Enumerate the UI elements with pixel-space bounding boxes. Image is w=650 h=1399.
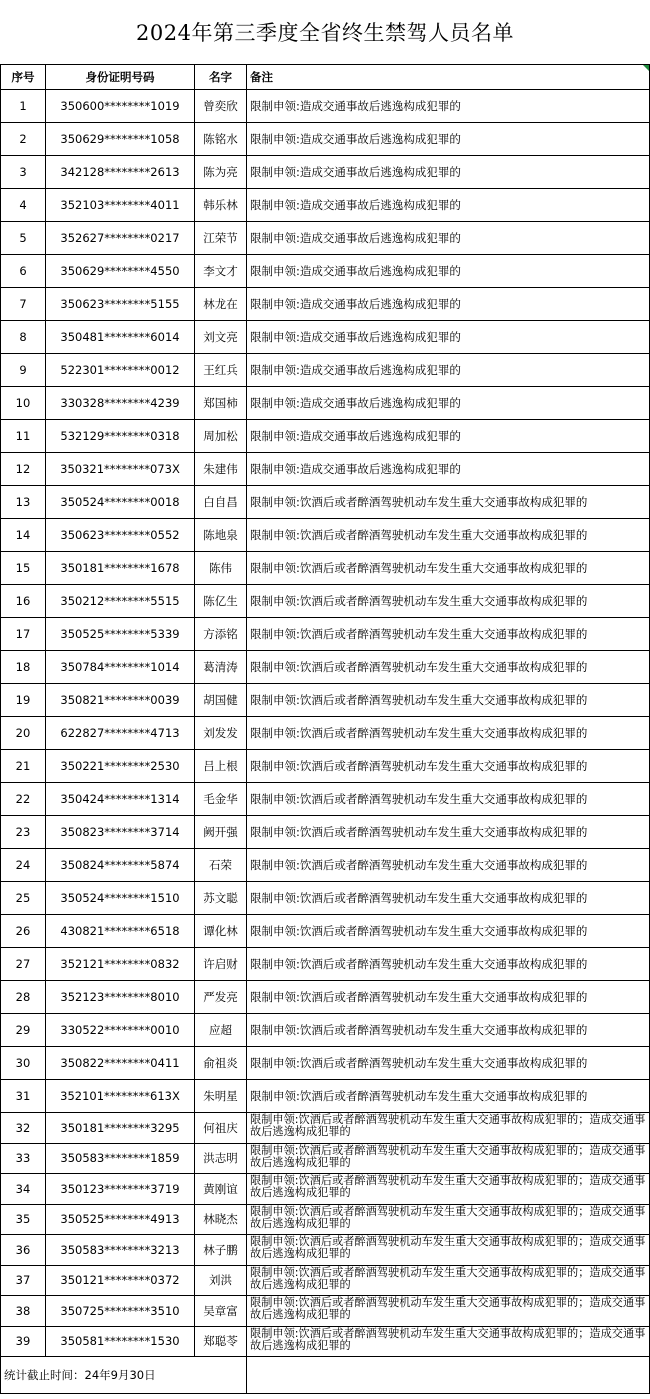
table-row — [1, 453, 650, 486]
row-note-cell: 限制申领:饮酒后或者醉酒驾驶机动车发生重大交通事故构成犯罪的 — [247, 750, 650, 783]
footer-empty-cell — [247, 1357, 650, 1394]
table-row — [1, 1235, 650, 1266]
row-index-cell: 24 — [1, 849, 46, 882]
row-id-number-cell: 622827********4713 — [46, 717, 195, 750]
row-note-cell: 限制申领:饮酒后或者醉酒驾驶机动车发生重大交通事故构成犯罪的 — [247, 1080, 650, 1113]
table-row — [1, 1014, 650, 1047]
row-id-number-cell: 350212********5515 — [46, 585, 195, 618]
row-note-cell: 限制申领:造成交通事故后逃逸构成犯罪的 — [247, 288, 650, 321]
row-id-number-cell: 350821********0039 — [46, 684, 195, 717]
row-id-number-cell: 430821********6518 — [46, 915, 195, 948]
row-name-cell: 严发亮 — [195, 981, 247, 1014]
row-id-number-cell: 350221********2530 — [46, 750, 195, 783]
row-note-cell: 限制申领:饮酒后或者醉酒驾驶机动车发生重大交通事故构成犯罪的 — [247, 651, 650, 684]
row-name-cell: 洪志明 — [195, 1143, 247, 1174]
row-index-cell: 18 — [1, 651, 46, 684]
header-id-number: 身份证明号码 — [46, 65, 195, 90]
row-note-cell: 限制申领:饮酒后或者醉酒驾驶机动车发生重大交通事故构成犯罪的 — [247, 486, 650, 519]
row-note-cell: 限制申领:饮酒后或者醉酒驾驶机动车发生重大交通事故构成犯罪的；造成交通事故后逃逸构成犯罪的 — [247, 1204, 650, 1235]
table-row — [1, 123, 650, 156]
row-id-number-cell: 342128********2613 — [46, 156, 195, 189]
row-note-cell: 限制申领:饮酒后或者醉酒驾驶机动车发生重大交通事故构成犯罪的 — [247, 948, 650, 981]
row-note-cell: 限制申领:造成交通事故后逃逸构成犯罪的 — [247, 123, 650, 156]
row-index-cell: 34 — [1, 1174, 46, 1205]
row-name-cell: 白自昌 — [195, 486, 247, 519]
row-note-cell: 限制申领:饮酒后或者醉酒驾驶机动车发生重大交通事故构成犯罪的 — [247, 816, 650, 849]
row-note-cell: 限制申领:饮酒后或者醉酒驾驶机动车发生重大交通事故构成犯罪的 — [247, 882, 650, 915]
row-index-cell: 38 — [1, 1296, 46, 1327]
row-index-cell: 3 — [1, 156, 46, 189]
row-index-cell: 26 — [1, 915, 46, 948]
table-row — [1, 816, 650, 849]
row-index-cell: 29 — [1, 1014, 46, 1047]
row-id-number-cell: 350623********5155 — [46, 288, 195, 321]
row-note-cell: 限制申领:饮酒后或者醉酒驾驶机动车发生重大交通事故构成犯罪的 — [247, 849, 650, 882]
header-index: 序号 — [1, 65, 46, 90]
row-name-cell: 阙开强 — [195, 816, 247, 849]
row-note-cell: 限制申领:饮酒后或者醉酒驾驶机动车发生重大交通事故构成犯罪的；造成交通事故后逃逸构成犯罪的 — [247, 1174, 650, 1205]
table-row — [1, 750, 650, 783]
row-id-number-cell: 350525********4913 — [46, 1204, 195, 1235]
row-id-number-cell: 350629********1058 — [46, 123, 195, 156]
row-id-number-cell: 350784********1014 — [46, 651, 195, 684]
row-id-number-cell: 352123********8010 — [46, 981, 195, 1014]
row-name-cell: 曾奕欣 — [195, 90, 247, 123]
row-id-number-cell: 352627********0217 — [46, 222, 195, 255]
row-name-cell: 谭化林 — [195, 915, 247, 948]
row-note-cell: 限制申领:饮酒后或者醉酒驾驶机动车发生重大交通事故构成犯罪的 — [247, 717, 650, 750]
row-index-cell: 19 — [1, 684, 46, 717]
table-row — [1, 981, 650, 1014]
table-row — [1, 651, 650, 684]
table-row — [1, 717, 650, 750]
row-name-cell: 林晓杰 — [195, 1204, 247, 1235]
row-note-cell: 限制申领:造成交通事故后逃逸构成犯罪的 — [247, 420, 650, 453]
table-row — [1, 948, 650, 981]
table-row — [1, 684, 650, 717]
table-row — [1, 1143, 650, 1174]
row-note-cell: 限制申领:饮酒后或者醉酒驾驶机动车发生重大交通事故构成犯罪的 — [247, 783, 650, 816]
row-id-number-cell: 350600********1019 — [46, 90, 195, 123]
row-note-cell: 限制申领:饮酒后或者醉酒驾驶机动车发生重大交通事故构成犯罪的；造成交通事故后逃逸构成犯罪的 — [247, 1296, 650, 1327]
row-name-cell: 黄刚谊 — [195, 1174, 247, 1205]
row-name-cell: 石荣 — [195, 849, 247, 882]
row-id-number-cell: 350181********1678 — [46, 552, 195, 585]
footer-row — [1, 1357, 650, 1394]
row-note-cell: 限制申领:饮酒后或者醉酒驾驶机动车发生重大交通事故构成犯罪的 — [247, 585, 650, 618]
row-note-cell: 限制申领:饮酒后或者醉酒驾驶机动车发生重大交通事故构成犯罪的 — [247, 552, 650, 585]
row-id-number-cell: 350525********5339 — [46, 618, 195, 651]
row-index-cell: 25 — [1, 882, 46, 915]
table-row — [1, 618, 650, 651]
table-row — [1, 222, 650, 255]
table-row — [1, 1080, 650, 1113]
row-note-cell: 限制申领:造成交通事故后逃逸构成犯罪的 — [247, 453, 650, 486]
row-index-cell: 23 — [1, 816, 46, 849]
row-id-number-cell: 350583********1859 — [46, 1143, 195, 1174]
row-index-cell: 21 — [1, 750, 46, 783]
table-row — [1, 585, 650, 618]
table-header-row — [1, 65, 650, 90]
row-name-cell: 陈地泉 — [195, 519, 247, 552]
row-note-cell: 限制申领:造成交通事故后逃逸构成犯罪的 — [247, 255, 650, 288]
header-note: 备注 — [247, 65, 650, 90]
row-note-cell: 限制申领:造成交通事故后逃逸构成犯罪的 — [247, 354, 650, 387]
row-name-cell: 陈伟 — [195, 552, 247, 585]
row-name-cell: 许启财 — [195, 948, 247, 981]
row-note-cell: 限制申领:饮酒后或者醉酒驾驶机动车发生重大交通事故构成犯罪的 — [247, 1014, 650, 1047]
row-note-cell: 限制申领:造成交通事故后逃逸构成犯罪的 — [247, 189, 650, 222]
row-note-cell: 限制申领:饮酒后或者醉酒驾驶机动车发生重大交通事故构成犯罪的 — [247, 519, 650, 552]
row-id-number-cell: 350629********4550 — [46, 255, 195, 288]
row-id-number-cell: 330522********0010 — [46, 1014, 195, 1047]
stat-cutoff-date: 统计截止时间：24年9月30日 — [1, 1357, 247, 1394]
table-row — [1, 519, 650, 552]
row-index-cell: 33 — [1, 1143, 46, 1174]
row-index-cell: 37 — [1, 1265, 46, 1296]
row-id-number-cell: 350121********0372 — [46, 1265, 195, 1296]
row-index-cell: 14 — [1, 519, 46, 552]
row-id-number-cell: 350583********3213 — [46, 1235, 195, 1266]
row-note-cell: 限制申领:饮酒后或者醉酒驾驶机动车发生重大交通事故构成犯罪的；造成交通事故后逃逸构成犯罪的 — [247, 1143, 650, 1174]
row-name-cell: 江荣节 — [195, 222, 247, 255]
table-row — [1, 420, 650, 453]
row-index-cell: 15 — [1, 552, 46, 585]
row-name-cell: 朱建伟 — [195, 453, 247, 486]
row-id-number-cell: 350725********3510 — [46, 1296, 195, 1327]
row-name-cell: 吕上根 — [195, 750, 247, 783]
table-row — [1, 882, 650, 915]
row-name-cell: 苏文聪 — [195, 882, 247, 915]
row-name-cell: 应超 — [195, 1014, 247, 1047]
table-row — [1, 354, 650, 387]
row-name-cell: 林子鹏 — [195, 1235, 247, 1266]
table-row — [1, 1113, 650, 1144]
row-index-cell: 32 — [1, 1113, 46, 1144]
row-index-cell: 1 — [1, 90, 46, 123]
row-index-cell: 10 — [1, 387, 46, 420]
row-id-number-cell: 330328********4239 — [46, 387, 195, 420]
row-id-number-cell: 350581********1530 — [46, 1326, 195, 1357]
row-note-cell: 限制申领:饮酒后或者醉酒驾驶机动车发生重大交通事故构成犯罪的；造成交通事故后逃逸构成犯罪的 — [247, 1235, 650, 1266]
row-id-number-cell: 350822********0411 — [46, 1047, 195, 1080]
row-index-cell: 39 — [1, 1326, 46, 1357]
row-index-cell: 8 — [1, 321, 46, 354]
row-note-cell: 限制申领:造成交通事故后逃逸构成犯罪的 — [247, 156, 650, 189]
row-id-number-cell: 352103********4011 — [46, 189, 195, 222]
table-row — [1, 552, 650, 585]
banned-drivers-table — [0, 64, 650, 1394]
row-index-cell: 4 — [1, 189, 46, 222]
row-name-cell: 方添铭 — [195, 618, 247, 651]
row-index-cell: 16 — [1, 585, 46, 618]
row-name-cell: 陈为亮 — [195, 156, 247, 189]
row-id-number-cell: 350524********0018 — [46, 486, 195, 519]
row-name-cell: 毛金华 — [195, 783, 247, 816]
row-index-cell: 13 — [1, 486, 46, 519]
row-index-cell: 12 — [1, 453, 46, 486]
row-name-cell: 刘发发 — [195, 717, 247, 750]
row-index-cell: 6 — [1, 255, 46, 288]
row-name-cell: 周加松 — [195, 420, 247, 453]
table-row — [1, 288, 650, 321]
table-row — [1, 321, 650, 354]
table-body — [1, 90, 650, 1357]
row-index-cell: 9 — [1, 354, 46, 387]
row-name-cell: 郑聪苓 — [195, 1326, 247, 1357]
row-name-cell: 陈铭水 — [195, 123, 247, 156]
row-index-cell: 17 — [1, 618, 46, 651]
row-id-number-cell: 350824********5874 — [46, 849, 195, 882]
row-name-cell: 何祖庆 — [195, 1113, 247, 1144]
row-note-cell: 限制申领:饮酒后或者醉酒驾驶机动车发生重大交通事故构成犯罪的 — [247, 1047, 650, 1080]
row-note-cell: 限制申领:造成交通事故后逃逸构成犯罪的 — [247, 222, 650, 255]
table-row — [1, 1265, 650, 1296]
row-index-cell: 31 — [1, 1080, 46, 1113]
row-note-cell: 限制申领:造成交通事故后逃逸构成犯罪的 — [247, 321, 650, 354]
table-row — [1, 1326, 650, 1357]
row-note-cell: 限制申领:饮酒后或者醉酒驾驶机动车发生重大交通事故构成犯罪的 — [247, 684, 650, 717]
row-name-cell: 韩乐林 — [195, 189, 247, 222]
row-index-cell: 27 — [1, 948, 46, 981]
table-row — [1, 387, 650, 420]
table-row — [1, 1204, 650, 1235]
row-id-number-cell: 350424********1314 — [46, 783, 195, 816]
row-id-number-cell: 532129********0318 — [46, 420, 195, 453]
row-name-cell: 李文才 — [195, 255, 247, 288]
row-name-cell: 朱明星 — [195, 1080, 247, 1113]
table-row — [1, 486, 650, 519]
row-id-number-cell: 350623********0552 — [46, 519, 195, 552]
row-id-number-cell: 350823********3714 — [46, 816, 195, 849]
row-note-cell: 限制申领:饮酒后或者醉酒驾驶机动车发生重大交通事故构成犯罪的；造成交通事故后逃逸构成犯罪的 — [247, 1113, 650, 1144]
row-index-cell: 28 — [1, 981, 46, 1014]
table-row — [1, 189, 650, 222]
row-name-cell: 林龙在 — [195, 288, 247, 321]
row-name-cell: 胡国健 — [195, 684, 247, 717]
row-id-number-cell: 352121********0832 — [46, 948, 195, 981]
page-title: 2024年第三季度全省终生禁驾人员名单 — [136, 21, 514, 45]
row-index-cell: 35 — [1, 1204, 46, 1235]
row-id-number-cell: 350481********6014 — [46, 321, 195, 354]
table-row — [1, 90, 650, 123]
row-name-cell: 吴章富 — [195, 1296, 247, 1327]
row-note-cell: 限制申领:饮酒后或者醉酒驾驶机动车发生重大交通事故构成犯罪的；造成交通事故后逃逸构成犯罪的 — [247, 1265, 650, 1296]
row-index-cell: 30 — [1, 1047, 46, 1080]
row-index-cell: 11 — [1, 420, 46, 453]
row-index-cell: 5 — [1, 222, 46, 255]
table-row — [1, 1047, 650, 1080]
row-note-cell: 限制申领:造成交通事故后逃逸构成犯罪的 — [247, 387, 650, 420]
table-row — [1, 849, 650, 882]
row-note-cell: 限制申领:饮酒后或者醉酒驾驶机动车发生重大交通事故构成犯罪的 — [247, 618, 650, 651]
row-index-cell: 20 — [1, 717, 46, 750]
row-id-number-cell: 350524********1510 — [46, 882, 195, 915]
row-note-cell: 限制申领:饮酒后或者醉酒驾驶机动车发生重大交通事故构成犯罪的 — [247, 981, 650, 1014]
row-note-cell: 限制申领:饮酒后或者醉酒驾驶机动车发生重大交通事故构成犯罪的 — [247, 915, 650, 948]
row-name-cell: 陈亿生 — [195, 585, 247, 618]
table-row — [1, 1296, 650, 1327]
row-index-cell: 22 — [1, 783, 46, 816]
row-name-cell: 郑国柿 — [195, 387, 247, 420]
row-name-cell: 刘文亮 — [195, 321, 247, 354]
row-id-number-cell: 350123********3719 — [46, 1174, 195, 1205]
table-row — [1, 156, 650, 189]
row-name-cell: 葛清涛 — [195, 651, 247, 684]
row-id-number-cell: 350321********073X — [46, 453, 195, 486]
row-id-number-cell: 352101********613X — [46, 1080, 195, 1113]
row-index-cell: 7 — [1, 288, 46, 321]
row-index-cell: 36 — [1, 1235, 46, 1266]
table-row — [1, 255, 650, 288]
table-row — [1, 1174, 650, 1205]
table-row — [1, 783, 650, 816]
table-row — [1, 915, 650, 948]
row-index-cell: 2 — [1, 123, 46, 156]
row-name-cell: 王红兵 — [195, 354, 247, 387]
row-note-cell: 限制申领:造成交通事故后逃逸构成犯罪的 — [247, 90, 650, 123]
header-name: 名字 — [195, 65, 247, 90]
row-name-cell: 刘洪 — [195, 1265, 247, 1296]
row-name-cell: 俞祖炎 — [195, 1047, 247, 1080]
row-id-number-cell: 350181********3295 — [46, 1113, 195, 1144]
row-note-cell: 限制申领:饮酒后或者醉酒驾驶机动车发生重大交通事故构成犯罪的；造成交通事故后逃逸构成犯罪的 — [247, 1326, 650, 1357]
row-id-number-cell: 522301********0012 — [46, 354, 195, 387]
